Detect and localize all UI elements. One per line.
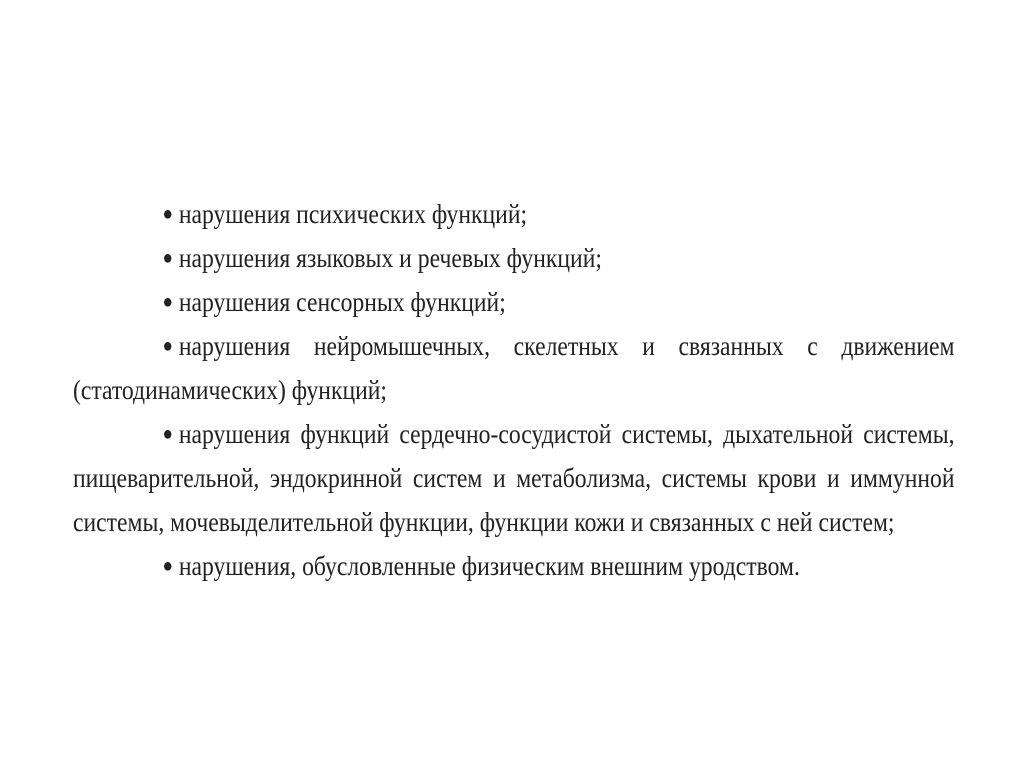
slide-body (73, 192, 955, 588)
list-item-text: нарушения сенсорных функций; (178, 286, 506, 317)
list-item (73, 412, 955, 544)
bullet-icon: ● (162, 203, 173, 225)
bullet-icon: ● (162, 247, 173, 269)
list-item (73, 192, 955, 236)
list-item (73, 544, 955, 588)
bullet-icon: ● (162, 291, 173, 313)
bullet-icon: ● (162, 423, 173, 445)
list-item (73, 324, 955, 412)
list-item (73, 280, 955, 324)
list-item-text: нарушения нейромышечных, скелетных и связанных с движением (статодинамических) функций; (73, 330, 955, 405)
bullet-icon: ● (162, 335, 173, 357)
list-item-text: нарушения языковых и речевых функций; (178, 242, 602, 273)
list-item (73, 236, 955, 280)
list-item-text: нарушения психических функций; (178, 198, 528, 229)
list-item-text: нарушения функций сердечно-сосудистой системы, дыхательной системы, пищеварительной, эндокринной систем и метаболизма, системы крови и иммунной системы, мочевыделительной функции, функции кожи и связанных с ней систем; (73, 418, 955, 537)
list-item-text: нарушения, обусловленные физическим внешним уродством. (178, 550, 800, 581)
bullet-icon: ● (162, 555, 173, 577)
